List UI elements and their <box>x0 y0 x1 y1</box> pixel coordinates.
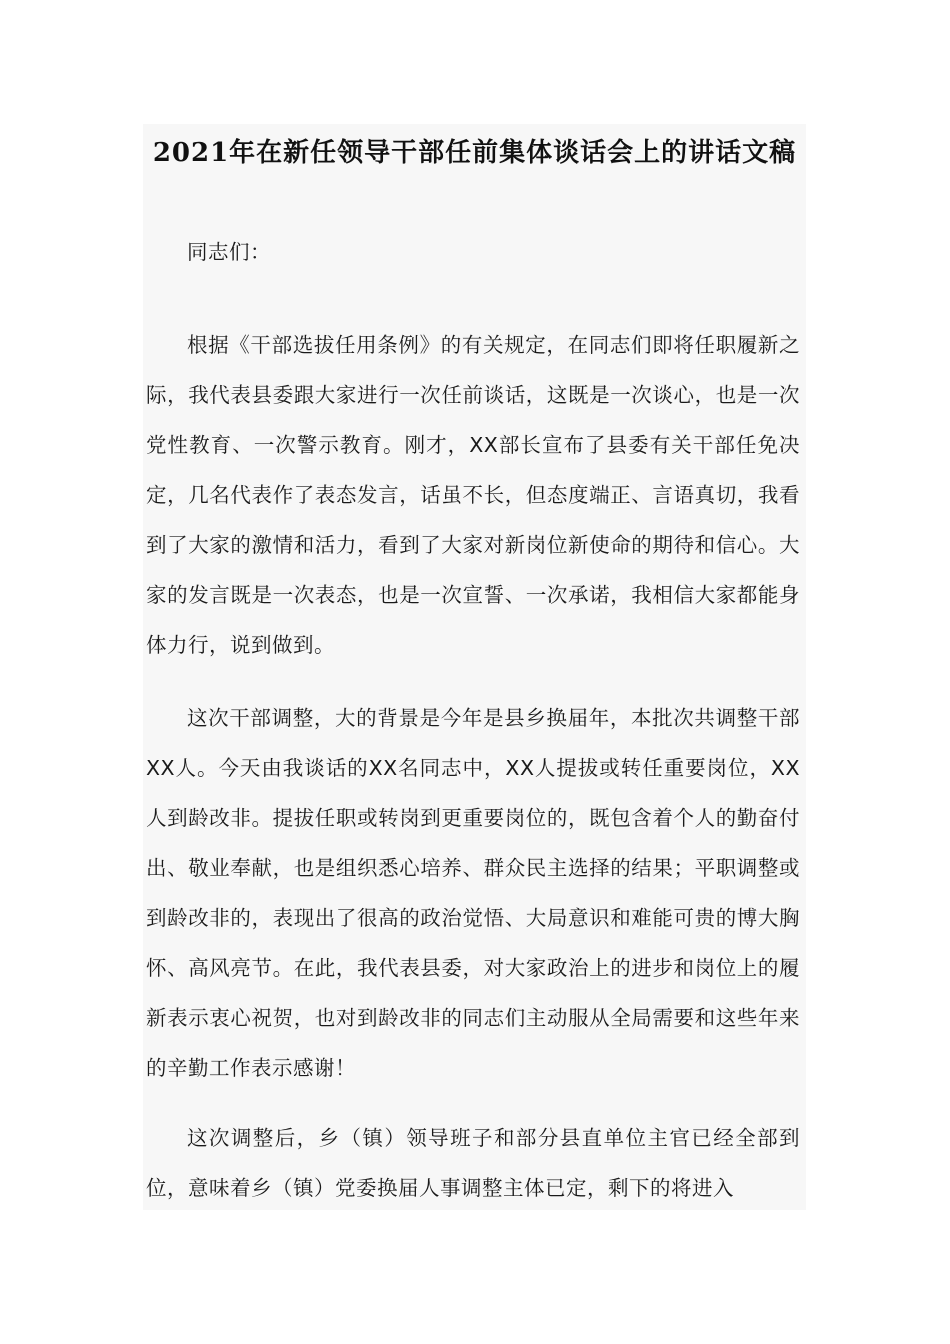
paragraph-1: 根据《干部选拔任用条例》的有关规定，在同志们即将任职履新之际，我代表县委跟大家进行一次任前谈话，这既是一次谈心，也是一次党性教育、一次警示教育。刚才，XX部长宣布了县委有关干部任免决定，几名代表作了表态发言，话虽不长，但态度端正、言语真切，我看到了大家的激情和活力，看到了大家对新岗位新使命的期待和信心。大家的发言既是一次表态，也是一次宣誓、一次承诺，我相信大家都能身体力行，说到做到。 <box>146 333 800 657</box>
salutation: 同志们： <box>187 240 271 264</box>
paragraph-2: 这次干部调整，大的背景是今年是县乡换届年，本批次共调整干部XX人。今天由我谈话的XX名同志中，XX人提拔或转任重要岗位，XX人到龄改非。提拔任职或转岗到更重要岗位的，既包含着个人的勤奋付出、敬业奉献，也是组织悉心培养、群众民主选择的结果；平职调整或到龄改非的，表现出了很高的政治觉悟、大局意识和难能可贵的博大胸怀、高风亮节。在此，我代表县委，对大家政治上的进步和岗位上的履新表示衷心祝贺，也对到龄改非的同志们主动服从全局需要和这些年来的辛勤工作表示感谢！ <box>146 706 800 1080</box>
document-title: 2021年在新任领导干部任前集体谈话会上的讲话文稿 <box>152 138 797 168</box>
paragraph-3: 这次调整后，乡（镇）领导班子和部分县直单位主官已经全部到位，意味着乡（镇）党委换届人事调整主体已定，剩下的将进入 <box>146 1126 800 1200</box>
